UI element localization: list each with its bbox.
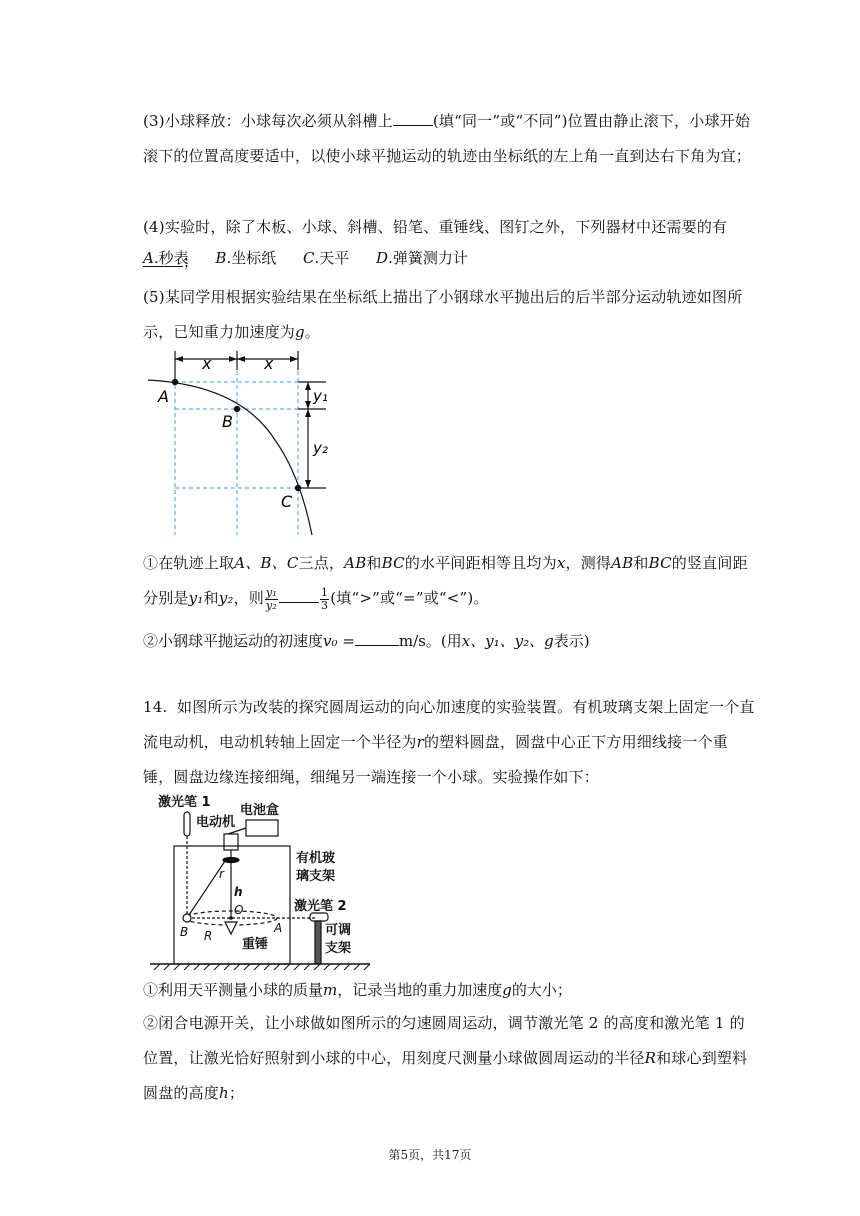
step1-text: ，记录当地的重力加速度 bbox=[337, 981, 503, 999]
answer-blank[interactable] bbox=[393, 110, 433, 126]
sub2-unit: m/s。 bbox=[398, 632, 441, 650]
label-b: B bbox=[180, 925, 189, 939]
step2-text: ②闭合电源开关，让小球做如图所示的匀速圆周运动，调节激光笔 2 的高度和激光笔 1 的位置，让激光恰好照射到小球的中心，用刻度尺测量小球做圆周运动的半径 bbox=[143, 1014, 745, 1067]
trajectory-curve bbox=[148, 380, 312, 535]
step2-text: ； bbox=[228, 1084, 245, 1102]
step2-text: 和球心到塑料圆盘的高度 bbox=[143, 1049, 748, 1102]
option-letter: C bbox=[303, 249, 315, 267]
sub1-bc: BC bbox=[381, 554, 405, 572]
q13-part3 bbox=[143, 104, 755, 174]
answer-blank[interactable] bbox=[279, 587, 319, 603]
label-r: r bbox=[219, 867, 224, 881]
q13-part5-text: (5)某同学用根据实验结果在坐标纸上描出了小钢球水平抛出后的后半部分运动轨迹如图所示，已知重力加速度为 bbox=[143, 288, 743, 341]
label-a: A bbox=[158, 387, 169, 406]
laser-pen-1 bbox=[184, 812, 190, 836]
label-motor: 电动机 bbox=[196, 815, 236, 830]
battery-box bbox=[246, 820, 278, 836]
step2-h: h bbox=[219, 1084, 229, 1102]
q13-sub1 bbox=[143, 546, 755, 616]
step1-m: m bbox=[323, 981, 338, 999]
arrow-head bbox=[175, 356, 183, 362]
sub1-x: x bbox=[556, 554, 566, 572]
sub1-text: ，测得 bbox=[565, 554, 612, 572]
label-c: C bbox=[281, 492, 293, 511]
q14-text: 的塑料圆盘，圆盘中心正下方用细线接一个重锤，圆盘边缘连接细绳，细绳另一端连接一个小球。实验操作如下： bbox=[143, 733, 728, 786]
step1-text: ①利用天平测量小球的质量 bbox=[143, 981, 324, 999]
ground-hatch bbox=[154, 964, 370, 970]
adjustable-stand bbox=[315, 921, 321, 964]
sub1-text: 的竖直间距分别是 bbox=[143, 554, 748, 607]
small-ball bbox=[183, 914, 191, 922]
option-c bbox=[303, 248, 349, 268]
q14-stem bbox=[143, 690, 755, 795]
sub2-text: 表示) bbox=[553, 632, 590, 650]
fraction-denominator: 3 bbox=[321, 598, 329, 612]
option-b bbox=[215, 248, 276, 268]
sub1-bc: BC bbox=[648, 554, 672, 572]
q13-options bbox=[143, 248, 490, 268]
sub1-ab: AB bbox=[611, 554, 634, 572]
ratio-fraction bbox=[265, 587, 278, 612]
answer-blank[interactable] bbox=[355, 630, 399, 646]
sub1-y2: y₂ bbox=[218, 589, 234, 607]
q14-text: 如图所示为改装的探究圆周运动的向心加速度的实验装置。有机玻璃支架上固定一个直流电动机，电动机转轴上固定一个半径为 bbox=[143, 698, 755, 751]
center-o-dot bbox=[229, 916, 233, 920]
option-text: .坐标纸 bbox=[226, 249, 277, 267]
label-adjustable2: 支架 bbox=[325, 941, 352, 956]
point-b bbox=[234, 406, 240, 412]
trajectory-figure bbox=[140, 345, 340, 540]
step1-text: 的大小； bbox=[511, 981, 572, 999]
sub1-text: ，则 bbox=[233, 589, 264, 607]
sub1-text: 和 bbox=[633, 554, 649, 572]
page-footer: 第5页，共17页 bbox=[388, 1148, 472, 1162]
sub2-text: ②小钢球平抛运动的初速度 bbox=[143, 632, 324, 650]
sub1-text: (填“>”或“=”或“<”)。 bbox=[330, 589, 489, 607]
q14-step1 bbox=[143, 980, 572, 1000]
label-frame1: 有机玻 bbox=[296, 851, 336, 866]
label-a: A bbox=[274, 921, 283, 935]
label-y2: y₂ bbox=[313, 439, 328, 457]
label-x1: x bbox=[202, 354, 212, 373]
label-laser1: 激光笔 1 bbox=[158, 795, 211, 810]
option-a bbox=[143, 248, 189, 268]
weight-bob bbox=[225, 922, 237, 934]
sub2-v0: v₀ = bbox=[323, 632, 355, 650]
fraction-numerator: y₁ bbox=[266, 585, 278, 599]
q13-sub2 bbox=[143, 630, 590, 651]
q14-r: r bbox=[416, 733, 424, 751]
glass-frame bbox=[174, 846, 290, 964]
apparatus-figure bbox=[148, 790, 373, 970]
label-adjustable1: 可调 bbox=[325, 923, 352, 938]
sub1-text: ①在轨迹上取 bbox=[143, 554, 235, 572]
option-letter: B bbox=[215, 249, 227, 267]
label-big-r: R bbox=[204, 929, 213, 943]
option-text: .天平 bbox=[314, 249, 350, 267]
q13-part5 bbox=[143, 280, 755, 350]
option-d bbox=[376, 248, 468, 268]
laser-pen-2 bbox=[310, 913, 328, 921]
point-a bbox=[172, 379, 178, 385]
q13-part4-text: (4)实验时，除了木板、小球、斜槽、铅笔、重锤线、图钉之外，下列器材中还需要的有 bbox=[143, 218, 728, 236]
label-y1: y₁ bbox=[313, 387, 328, 405]
label-o: O bbox=[234, 903, 244, 917]
sub1-text: 的水平间距相等且均为 bbox=[404, 554, 557, 572]
option-text: .秒表 bbox=[153, 249, 189, 267]
fraction-numerator: 1 bbox=[321, 585, 329, 599]
step2-r: R bbox=[644, 1049, 657, 1067]
label-laser2: 激光笔 2 bbox=[294, 899, 347, 914]
q13-part3-text-after: (填“同一”或“不同”)位置由静止滚下，小球开始滚下的位置高度要适中，以使小球平抛运动的轨迹由坐标纸的左上角一直到达右下角为宜； bbox=[143, 112, 752, 165]
q14-step2 bbox=[143, 1006, 755, 1111]
sub2-vars: x、y₁、y₂、g bbox=[461, 632, 554, 650]
step1-g: g bbox=[502, 981, 512, 999]
label-battery: 电池盒 bbox=[240, 803, 280, 818]
q13-part3-text: (3)小球释放：小球每次必须从斜槽上 bbox=[143, 112, 393, 130]
sub1-ab: AB bbox=[344, 554, 367, 572]
motor bbox=[224, 834, 238, 850]
q13-part4-end: ； bbox=[183, 253, 199, 271]
label-h: h bbox=[234, 885, 243, 899]
sub2-text: (用 bbox=[440, 632, 462, 650]
fraction-denominator: y₂ bbox=[266, 598, 278, 612]
label-weight: 重锤 bbox=[242, 937, 269, 952]
label-x2: x bbox=[264, 354, 274, 373]
option-letter: D bbox=[376, 249, 389, 267]
label-frame2: 璃支架 bbox=[296, 869, 336, 884]
sub1-text: 三点， bbox=[298, 554, 345, 572]
third-fraction bbox=[320, 587, 329, 612]
sub1-text: 和 bbox=[366, 554, 382, 572]
option-text: .弹簧测力计 bbox=[388, 249, 468, 267]
sub1-points: A、B、C bbox=[234, 554, 299, 572]
label-b: B bbox=[222, 412, 233, 431]
question-number: 14. bbox=[143, 698, 168, 716]
point-c bbox=[295, 485, 301, 491]
q13-part5-end: 。 bbox=[304, 323, 321, 341]
sub1-y1: y₁ bbox=[188, 589, 204, 607]
option-letter: A bbox=[143, 249, 154, 267]
q13-part4 bbox=[143, 210, 755, 280]
sub1-text: 和 bbox=[203, 589, 219, 607]
q13-part5-g: g bbox=[295, 323, 305, 341]
